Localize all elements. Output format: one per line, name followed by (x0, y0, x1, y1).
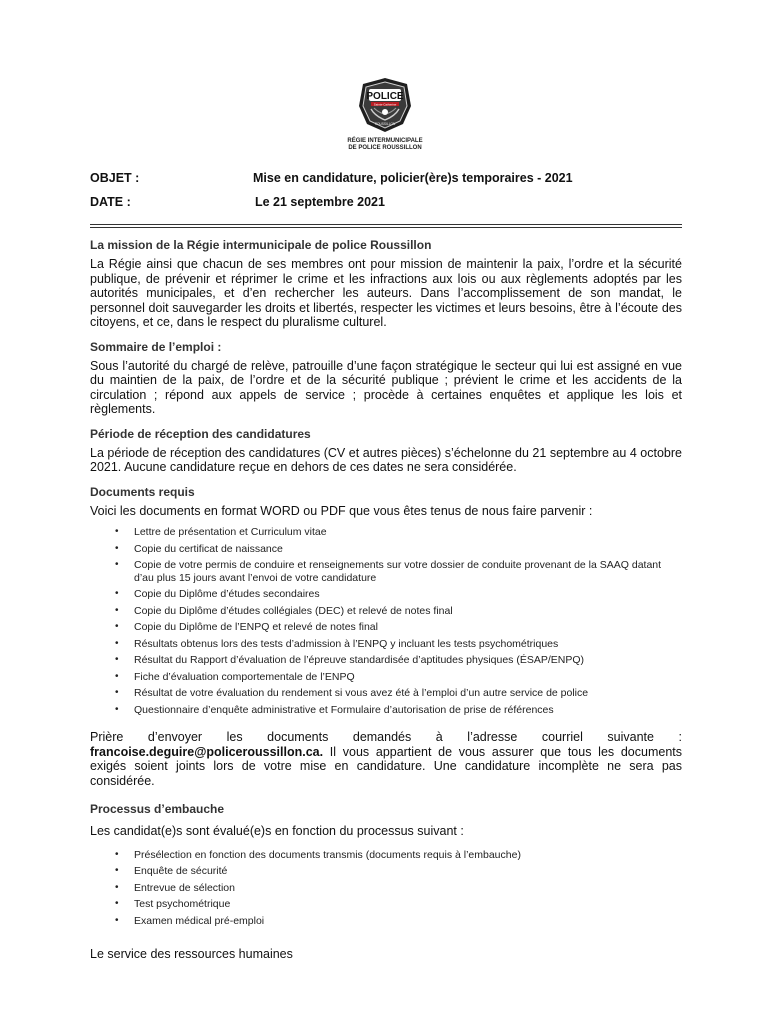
signature: Le service des ressources humaines (90, 947, 293, 961)
list-item: • Copie du Diplôme d’études secondaires (90, 588, 682, 601)
mission-heading: La mission de la Régie intermunicipale de police Roussillon (90, 238, 432, 252)
envoi-suffix: Il vous appartient de vous assurer que tous les documents exigés soient joints lors de votre mise en candidature. Une candidature incomplète ne sera pas considérée. (90, 744, 682, 788)
sommaire-text: Sous l’autorité du chargé de relève, patrouille d’une façon stratégique le secteur qui lui est assigné en vue du maintien de la paix, de l’ordre et de la sécurité publique ; prévient le crime et les accidents de la circulation ; répond aux appels de service ; procède à certaines enquêtes et applique les lois et règlements. (90, 358, 682, 416)
email-link[interactable]: francoise.deguire@policeroussillon.ca. (90, 744, 324, 759)
objet-label: OBJET : (90, 171, 140, 185)
list-item: • Questionnaire d’enquête administrative et Formulaire d’autorisation de prise de références (90, 704, 682, 717)
processus-intro: Les candidat(e)s sont évalué(e)s en fonction du processus suivant : (90, 824, 464, 838)
police-badge-icon (355, 76, 415, 134)
mission-section (90, 238, 682, 330)
list-item: • Examen médical pré-emploi (90, 915, 682, 928)
list-item: • Résultats obtenus lors des tests d’admission à l’ENPQ y incluant les tests psychométriques (90, 638, 682, 651)
periode-text: La période de réception des candidatures (CV et autres pièces) s’échelonne du 21 septembre au 4 octobre 2021. Aucune candidature reçue en dehors de ces dates ne sera considérée. (90, 445, 682, 474)
periode-section (90, 427, 682, 475)
mission-text: La Régie ainsi que chacun de ses membres ont pour mission de maintenir la paix, l’ordre et la sécurité publique, de prévenir et réprimer le crime et les infractions aux lois ou aux règlements adoptés par les autorités municipales, et d’en rechercher les auteurs. Dans l’accomplissement de son mandat, le personnel doit sauvegarder les droits et libertés, respecter les victimes et leurs besoins, être à l’écoute des citoyens, et ce, dans le respect du pluralisme culturel. (90, 257, 682, 329)
processus-list (90, 849, 682, 928)
processus-heading: Processus d’embauche (90, 802, 225, 816)
document-body (90, 238, 682, 961)
list-item: • Copie de votre permis de conduire et renseignements sur votre dossier de conduite provenant de la SAAQ datant d’au plus 15 jours avant l’envoi de votre candidature (90, 559, 682, 584)
documents-heading: Documents requis (90, 484, 195, 499)
list-item: • Entrevue de sélection (90, 882, 682, 895)
list-item: • Lettre de présentation et Curriculum vitae (90, 526, 682, 539)
agency-name (345, 138, 425, 152)
logo-bottom-text: ROUSSILLON (374, 122, 396, 126)
date-value: Le 21 septembre 2021 (255, 195, 385, 209)
list-item: • Fiche d’évaluation comportementale de l’ENPQ (90, 671, 682, 684)
objet-value: Mise en candidature, policier(ère)s temporaires - 2021 (253, 171, 573, 185)
list-item: • Résultat du Rapport d’évaluation de l’épreuve standardisée d’aptitudes physiques (ÉSAP/ENPQ) (90, 654, 682, 667)
list-item: • Présélection en fonction des documents transmis (documents requis à l’embauche) (90, 849, 682, 862)
processus-section (90, 802, 682, 927)
divider-bottom (90, 227, 682, 228)
agency-logo (345, 76, 425, 152)
envoi-text (90, 730, 682, 788)
list-item: • Résultat de votre évaluation du rendement si vous avez été à l’emploi d’un autre service de police (90, 687, 682, 700)
periode-heading: Période de réception des candidatures (90, 426, 311, 441)
list-item: • Copie du Diplôme de l’ENPQ et relevé de notes final (90, 621, 682, 634)
date-label: DATE : (90, 195, 131, 209)
sommaire-section (90, 340, 682, 417)
list-item: • Copie du Diplôme d’études collégiales (DEC) et relevé de notes final (90, 605, 682, 618)
sommaire-heading: Sommaire de l’emploi : (90, 339, 222, 354)
list-item: • Test psychométrique (90, 898, 682, 911)
envoi-prefix: Prière d’envoyer les documents demandés à l’adresse courriel suivante : (90, 730, 682, 744)
documents-section (90, 485, 682, 717)
divider-top (90, 224, 682, 225)
documents-list (90, 526, 682, 716)
logo-subtext: Sainte-Catherine (373, 102, 397, 107)
envoi-section (90, 730, 682, 788)
agency-line-2: DE POLICE ROUSSILLON (348, 145, 422, 151)
documents-intro: Voici les documents en format WORD ou PDF que vous êtes tenus de nous faire parvenir : (90, 503, 593, 518)
list-item: • Copie du certificat de naissance (90, 543, 682, 556)
logo-police-text: POLICE (366, 91, 404, 102)
agency-line-1: RÉGIE INTERMUNICIPALE (347, 138, 423, 144)
list-item: • Enquête de sécurité (90, 865, 682, 878)
